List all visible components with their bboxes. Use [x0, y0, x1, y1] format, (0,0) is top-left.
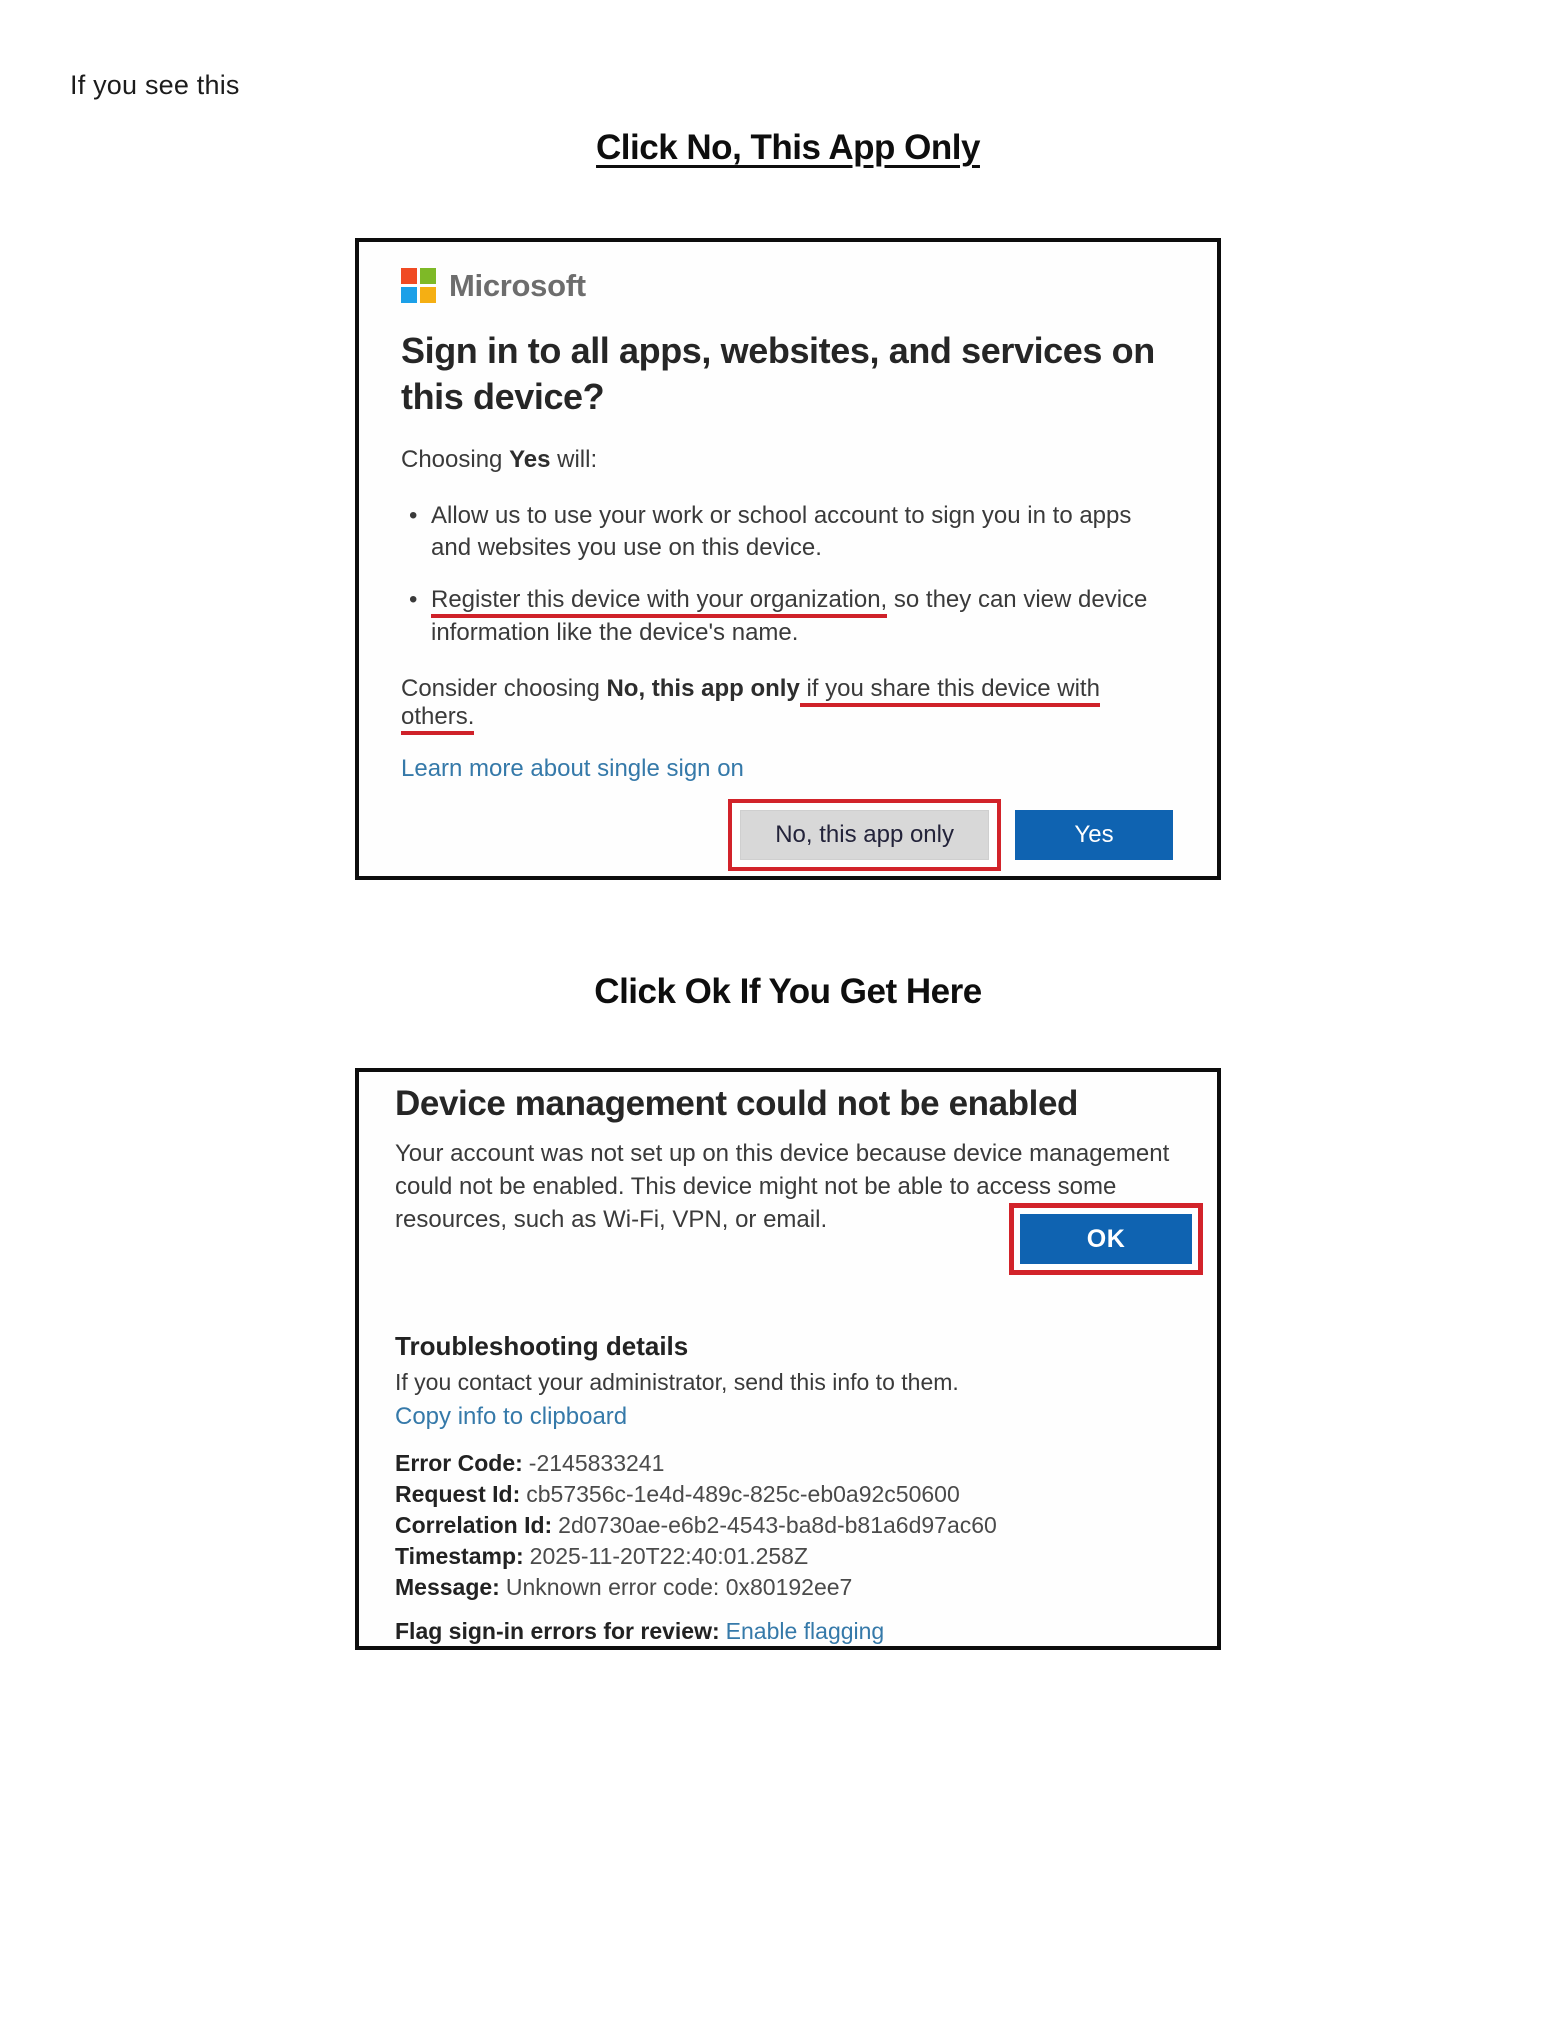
device-dialog-title: Device management could not be enabled: [395, 1084, 1079, 1123]
detail-row-error-code: [395, 1448, 1181, 1479]
microsoft-logo-green-square: [420, 268, 436, 284]
red-highlight-box-ok-button: [1009, 1203, 1203, 1275]
detail-row-correlation-id: [395, 1510, 1181, 1541]
enable-flagging-link[interactable]: Enable flagging: [725, 1617, 885, 1644]
ok-button[interactable]: OK: [1020, 1214, 1192, 1264]
microsoft-logo-icon: [401, 268, 437, 304]
microsoft-brand-name: Microsoft: [449, 268, 586, 303]
consider-bold-no-this-app-only: No, this app only: [606, 674, 800, 702]
detail-row-timestamp: [395, 1541, 1181, 1572]
choosing-bold-yes: Yes: [509, 446, 551, 474]
timestamp-value: 2025-11-20T22:40:01.258Z: [529, 1542, 809, 1569]
no-this-app-only-button[interactable]: No, this app only: [740, 810, 989, 860]
consider-prefix: Consider choosing: [401, 674, 607, 702]
error-code-value: -2145833241: [528, 1449, 665, 1476]
copy-info-to-clipboard-link[interactable]: Copy info to clipboard: [395, 1402, 628, 1430]
red-underlined-share-phrase: if you share this device with others.: [401, 675, 1100, 735]
learn-more-single-sign-on-link[interactable]: Learn more about single sign on: [401, 754, 744, 782]
signin-dialog: [355, 238, 1221, 880]
microsoft-brand-row: [401, 268, 1175, 304]
message-value: Unknown error code: 0x80192ee7: [505, 1573, 853, 1600]
request-id-value: cb57356c-1e4d-489c-825c-eb0a92c50600: [526, 1480, 960, 1507]
signin-dialog-button-row: [401, 799, 1175, 871]
detail-row-message: [395, 1572, 1181, 1603]
timestamp-label: Timestamp:: [395, 1542, 524, 1569]
microsoft-logo-yellow-square: [420, 287, 436, 303]
flag-signin-errors-row: [395, 1616, 1181, 1646]
correlation-id-label: Correlation Id:: [395, 1511, 553, 1538]
intro-text: If you see this: [70, 70, 240, 100]
heading1-text: Click No, This App Only: [596, 128, 980, 167]
device-dialog-body-text: Your account was not set up on this device because device management could not be enabled. This device might not be able to access some resources, such as Wi-Fi, VPN, or email.: [395, 1140, 1170, 1233]
microsoft-logo-red-square: [401, 268, 417, 284]
choosing-suffix: will:: [550, 446, 598, 474]
heading-click-no-this-app-only: [355, 128, 1221, 168]
troubleshooting-details-heading: Troubleshooting details: [395, 1330, 689, 1361]
learn-more-row: [401, 755, 1175, 783]
copy-info-row: [395, 1403, 1181, 1431]
bullet-register-device: [401, 584, 1171, 648]
choosing-prefix: Choosing: [401, 446, 510, 474]
error-code-label: Error Code:: [395, 1449, 523, 1476]
bullet-allow-account: • Allow us to use your work or school account to sign you in to apps and websites you use on this device.: [401, 500, 1171, 564]
choosing-yes-line: [401, 446, 1175, 474]
register-phrase-rest: so they can view device information like the device's name.: [431, 586, 1148, 646]
troubleshooting-details-block: [395, 1448, 1181, 1603]
choosing-yes-bullet-list: [401, 500, 1175, 649]
red-highlight-box-no-button: [728, 799, 1001, 871]
detail-row-request-id: [395, 1479, 1181, 1510]
request-id-label: Request Id:: [395, 1480, 521, 1507]
microsoft-logo-blue-square: [401, 287, 417, 303]
yes-button[interactable]: Yes: [1015, 810, 1173, 860]
troubleshooting-subtext: If you contact your administrator, send this info to them.: [395, 1368, 959, 1395]
device-management-dialog: [355, 1068, 1221, 1650]
flag-signin-errors-label: Flag sign-in errors for review:: [395, 1617, 720, 1644]
heading-click-ok-if-you-get-here: Click Ok If You Get Here: [594, 972, 982, 1011]
signin-dialog-title: Sign in to all apps, websites, and services on this device?: [401, 330, 1155, 418]
message-label: Message:: [395, 1573, 500, 1600]
correlation-id-value: 2d0730ae-e6b2-4543-ba8d-b81a6d97ac60: [558, 1511, 997, 1538]
consider-choosing-line: [401, 675, 1175, 731]
red-underlined-register-phrase: Register this device with your organization,: [431, 586, 887, 618]
